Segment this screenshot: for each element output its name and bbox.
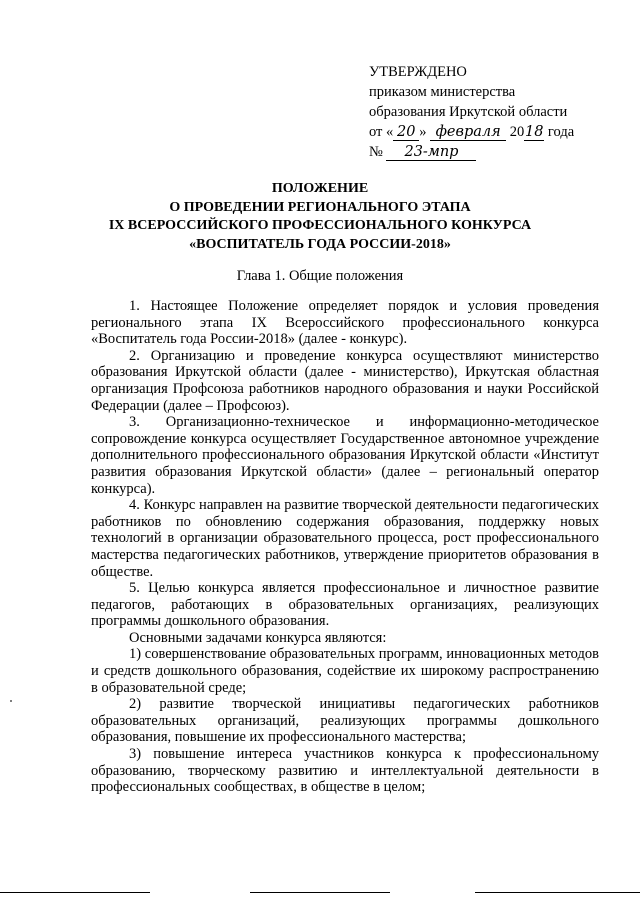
year-suffix: 18 [525,124,544,140]
title-line-4: «ВОСПИТАТЕЛЬ ГОДА РОССИИ-2018» [189,236,451,252]
chapter-heading: Глава 1. Общие положения [236,268,404,284]
paragraph: 4. Конкурс направлен на развитие творческой деятельности педагогических работников по обновлению содержания образования, поддержку новых технологий в организации образовательного процесса, рост профессионального мастерства педагогических работников, утверждение приоритетов образования в обществе. [91,497,599,580]
order-number: 23-мпр [386,144,476,161]
date-month: февраля [430,124,506,141]
footer-rule [475,892,640,893]
approval-date-row [369,122,629,142]
paragraph: Основными задачами конкурса являются: [129,629,387,646]
paragraph: 5. Целью конкурса является профессиональное и личностное развитие педагогов, работающих в образовательных организациях, реализующих программы дошкольного образования. [91,580,599,630]
paragraph: 2. Организацию и проведение конкурса осуществляют министерство образования Иркутской области (далее - министерство), Иркутская областная организация Профсоюза работников народного образования и науки Российской Федерации (далее – Профсоюз). [91,347,599,414]
approval-title: УТВЕРЖДЕНО [369,64,467,80]
approval-line-1: приказом министерства [369,84,516,100]
year-prefix: 20 [509,124,525,140]
footer-rule [0,892,150,893]
title-line-3: IX ВСЕРОССИЙСКОГО ПРОФЕССИОНАЛЬНОГО КОНКУРСА [108,218,532,233]
title-line-1: ПОЛОЖЕНИЕ [271,181,369,196]
number-prefix: № [369,144,383,160]
approval-number-row [369,142,629,162]
footer-rule [250,892,390,893]
date-day-close: » [419,124,427,140]
title-line-2: О ПРОВЕДЕНИИ РЕГИОНАЛЬНОГО ЭТАПА [169,199,471,215]
scan-speck [10,700,12,702]
document-title [60,180,580,254]
year-word: года [547,124,575,140]
paragraph: 3) повышение интереса участников конкурса к профессиональному образованию, творческому развитию и интеллектуальной деятельности в профессиональных сообществах, в обществе в целом; [91,746,599,796]
document-body [91,298,599,796]
approval-line-2: образования Иркутской области [369,104,568,120]
paragraph: 3. Организационно-техническое и информационно-методическое сопровождение конкурса осуществляет Государственное автономное учреждение дополнительного профессионального образования Иркутской области «Институт развития образования Иркутской области» (далее – региональный оператор конкурса). [91,414,599,497]
paragraph: 1. Настоящее Положение определяет порядок и условия проведения регионального этапа IX Всероссийского профессионального конкурса «Воспитатель года России-2018» (далее - конкурс). [91,298,599,348]
paragraph: 2) развитие творческой инициативы педагогических работников образовательных организаций, реализующих программы дошкольного образования, повышение их профессионального мастерства; [91,696,599,746]
date-day: 20 [393,124,419,141]
date-prefix: от « [369,124,394,140]
paragraph: 1) совершенствование образовательных программ, инновационных методов и средств дошкольного образования, содействие их широкому распространению в образовательной среде; [91,646,599,696]
approval-block [369,62,629,162]
